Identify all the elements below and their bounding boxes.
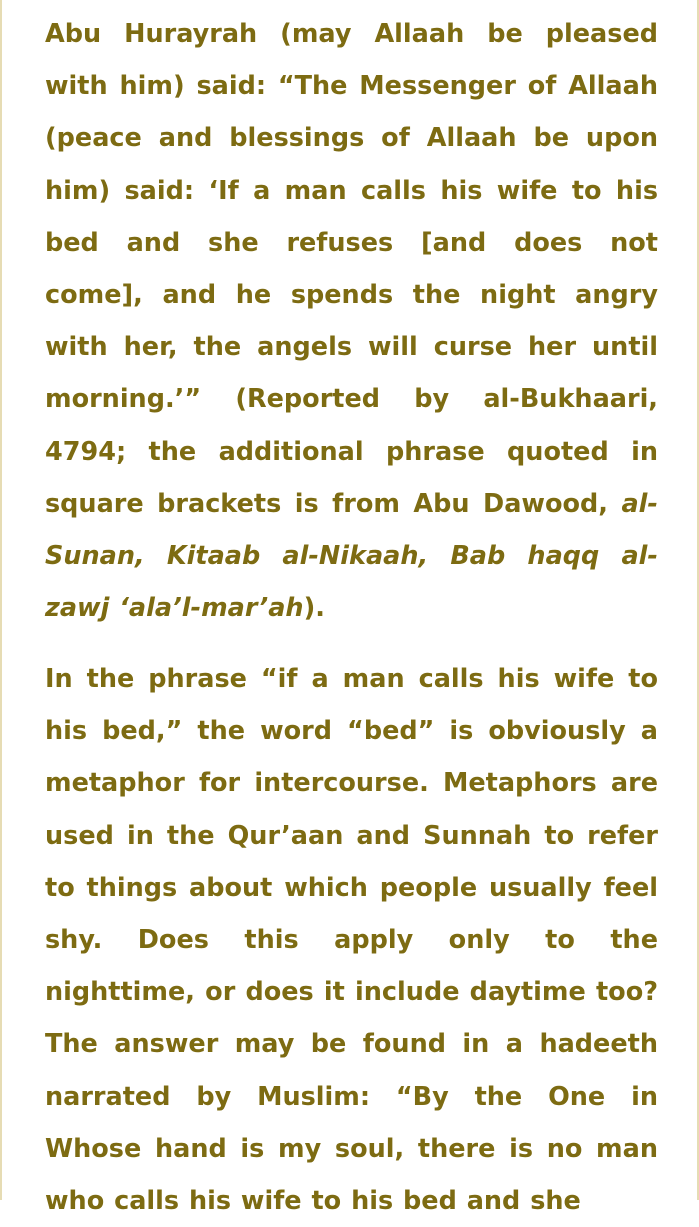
source-citation-italic: al-Sunan, Kitaab al-Nikaah, Bab haqq al-zawj ‘ala’l-mar’ah: [45, 488, 658, 624]
hadith-paragraph: [45, 8, 658, 634]
explanation-text: In the phrase “if a man calls his wife to his bed,” the word “bed” is obviously a metaphor for intercourse. Metaphors are used in the Qur’aan and Sunnah to refer to things about which people usually feel shy. Does this apply only to the nighttime, or does it include daytime too? The answer may be found in a hadeeth narrated by Muslim: “By the One in Whose hand is my soul, there is no man who calls his wife to his bed and she: [45, 664, 658, 1217]
hadith-text: Abu Hurayrah (may Allaah be pleased with him) said: “The Messenger of Allaah (peace and blessings of Allaah be upon him) said: ‘If a man calls his wife to his bed and she refuses [and does not come], and he spends the night angry with her, the angels will curse her until morning.’” (Reported by al-Bukhaari, 4794; the additional phrase quoted in square brackets is from Abu Dawood,: [45, 19, 658, 519]
explanation-paragraph: [45, 653, 658, 1227]
citation-end: ).: [303, 593, 325, 624]
